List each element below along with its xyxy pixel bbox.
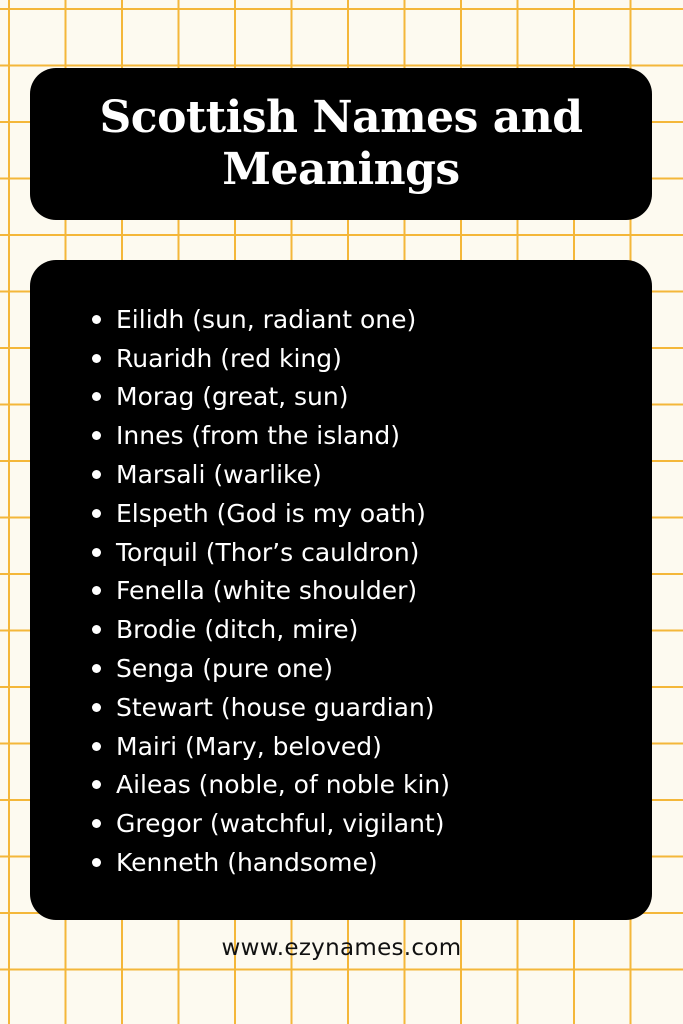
list-item bbox=[92, 339, 450, 378]
name-entry: Innes (from the island) bbox=[116, 421, 400, 451]
list-item bbox=[92, 727, 450, 766]
name-entry: Gregor (watchful, vigilant) bbox=[116, 809, 445, 839]
bullet-icon bbox=[92, 354, 101, 363]
bullet-icon bbox=[92, 625, 101, 634]
bullet-icon bbox=[92, 742, 101, 751]
name-entry: Morag (great, sun) bbox=[116, 382, 349, 412]
name-entry: Aileas (noble, of noble kin) bbox=[116, 770, 450, 800]
bullet-icon bbox=[92, 858, 101, 867]
title-line-2: Meanings bbox=[222, 144, 460, 195]
list-item bbox=[92, 572, 450, 611]
list-item bbox=[92, 688, 450, 727]
list-item bbox=[92, 300, 450, 339]
bullet-icon bbox=[92, 470, 101, 479]
website-url: www.ezynames.com bbox=[221, 935, 462, 961]
names-card bbox=[30, 260, 652, 920]
name-entry: Torquil (Thor’s cauldron) bbox=[116, 537, 420, 567]
name-entry: Eilidh (sun, radiant one) bbox=[116, 304, 417, 334]
name-entry: Fenella (white shoulder) bbox=[116, 576, 418, 606]
bullet-icon bbox=[92, 586, 101, 595]
names-list bbox=[92, 300, 450, 882]
bullet-icon bbox=[92, 703, 101, 712]
name-entry: Ruaridh (red king) bbox=[116, 343, 342, 373]
name-entry: Marsali (warlike) bbox=[116, 460, 322, 490]
name-entry: Stewart (house guardian) bbox=[116, 692, 435, 722]
bullet-icon bbox=[92, 315, 101, 324]
name-entry: Elspeth (God is my oath) bbox=[116, 498, 426, 528]
name-entry: Mairi (Mary, beloved) bbox=[116, 731, 382, 761]
bullet-icon bbox=[92, 431, 101, 440]
name-entry: Kenneth (handsome) bbox=[116, 848, 378, 878]
list-item bbox=[92, 378, 450, 417]
title-line-1: Scottish Names and bbox=[99, 92, 583, 143]
title-card bbox=[30, 68, 652, 220]
list-item bbox=[92, 843, 450, 882]
bullet-icon bbox=[92, 664, 101, 673]
list-item bbox=[92, 610, 450, 649]
name-entry: Senga (pure one) bbox=[116, 654, 334, 684]
bullet-icon bbox=[92, 509, 101, 518]
list-item bbox=[92, 494, 450, 533]
bullet-icon bbox=[92, 780, 101, 789]
bullet-icon bbox=[92, 819, 101, 828]
name-entry: Brodie (ditch, mire) bbox=[116, 615, 359, 645]
page-title bbox=[81, 92, 601, 196]
bullet-icon bbox=[92, 392, 101, 401]
bullet-icon bbox=[92, 548, 101, 557]
list-item bbox=[92, 455, 450, 494]
list-item bbox=[92, 416, 450, 455]
list-item bbox=[92, 649, 450, 688]
list-item bbox=[92, 533, 450, 572]
list-item bbox=[92, 804, 450, 843]
list-item bbox=[92, 766, 450, 805]
